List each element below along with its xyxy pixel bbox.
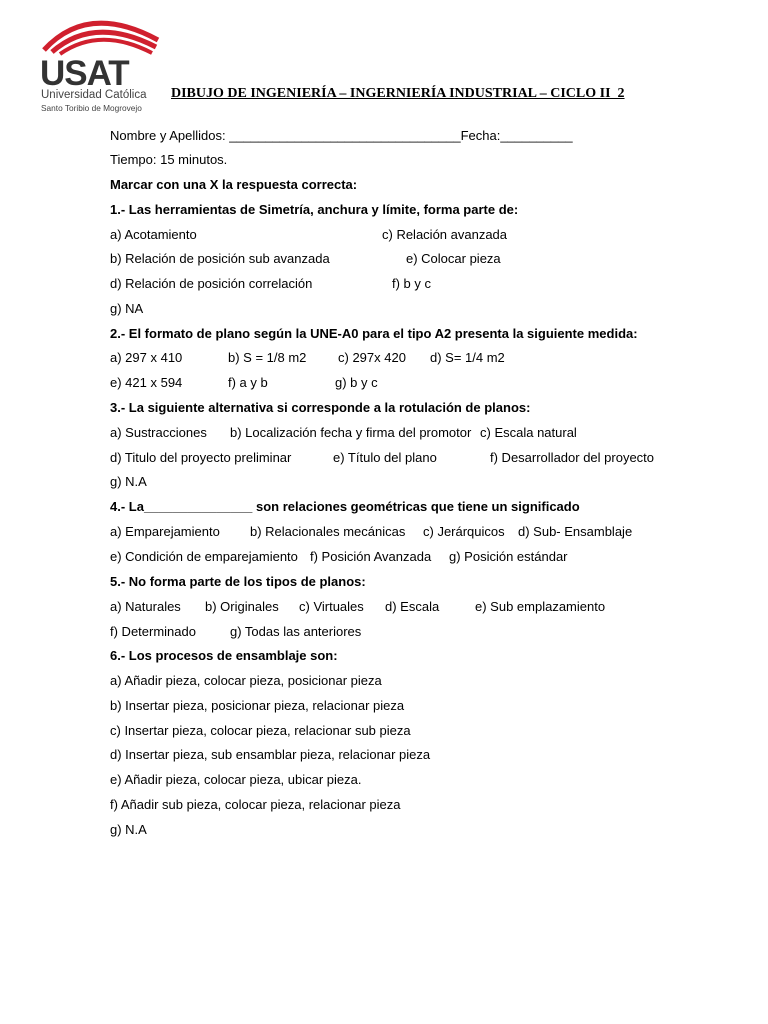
q1-option-a: a) Acotamiento xyxy=(110,227,197,242)
logo-subtitle: Santo Toribio de Mogrovejo xyxy=(41,103,142,113)
q6-option-f: f) Añadir sub pieza, colocar pieza, relacionar pieza xyxy=(110,797,401,812)
q1-option-c: c) Relación avanzada xyxy=(382,227,508,242)
document-title: DIBUJO DE INGENIERÍA – INGERNIERÍA INDUSTRIAL – CICLO II_2 xyxy=(171,86,625,101)
q3-option-b: b) Localización fecha y firma del promotor xyxy=(230,425,472,440)
q2-option-g: g) b y c xyxy=(335,375,378,390)
q1-option-f: f) b y c xyxy=(392,276,432,291)
q5-option-f: f) Determinado xyxy=(110,624,196,639)
q4-option-b: b) Relacionales mecánicas xyxy=(250,524,406,539)
q6-option-d: d) Insertar pieza, sub ensamblar pieza, relacionar pieza xyxy=(110,747,431,762)
question-1: 1.- Las herramientas de Simetría, anchura y límite, forma parte de: xyxy=(110,202,519,217)
logo-brand: USAT xyxy=(40,54,129,93)
q2-option-e: e) 421 x 594 xyxy=(110,375,183,390)
q3-option-f: f) Desarrollador del proyecto xyxy=(490,450,655,465)
q1-option-e: e) Colocar pieza xyxy=(406,251,501,266)
logo-arcs-icon xyxy=(38,10,162,60)
q6-option-c: c) Insertar pieza, colocar pieza, relacionar sub pieza xyxy=(110,723,411,738)
q4-option-a: a) Emparejamiento xyxy=(110,524,220,539)
q6-option-g: g) N.A xyxy=(110,822,147,837)
q6-option-a: a) Añadir pieza, colocar pieza, posicionar pieza xyxy=(110,673,382,688)
q1-option-b: b) Relación de posición sub avanzada xyxy=(110,251,330,266)
q2-option-b: b) S = 1/8 m2 xyxy=(228,350,307,365)
q3-option-a: a) Sustracciones xyxy=(110,425,207,440)
q3-option-d: d) Titulo del proyecto preliminar xyxy=(110,450,292,465)
q2-option-d: d) S= 1/4 m2 xyxy=(430,350,505,365)
q4-option-d: d) Sub- Ensamblaje xyxy=(518,524,633,539)
q4-option-c: c) Jerárquicos xyxy=(423,524,505,539)
time-line: Tiempo: 15 minutos. xyxy=(110,152,228,167)
q5-option-d: d) Escala xyxy=(385,599,440,614)
q5-option-g: g) Todas las anteriores xyxy=(230,624,362,639)
q4-option-g: g) Posición estándar xyxy=(449,549,568,564)
q2-option-a: a) 297 x 410 xyxy=(110,350,183,365)
question-2: 2.- El formato de plano según la UNE-A0 para el tipo A2 presenta la siguiente medida: xyxy=(110,326,638,341)
question-6: 6.- Los procesos de ensamblaje son: xyxy=(110,648,338,663)
logo-university: Universidad Católica xyxy=(41,89,147,101)
q5-option-c: c) Virtuales xyxy=(299,599,364,614)
question-3: 3.- La siguiente alternativa si corresponde a la rotulación de planos: xyxy=(110,400,531,415)
q4-option-f: f) Posición Avanzada xyxy=(310,549,432,564)
q6-option-e: e) Añadir pieza, colocar pieza, ubicar pieza. xyxy=(110,772,362,787)
q5-option-e: e) Sub emplazamiento xyxy=(475,599,606,614)
instruction: Marcar con una X la respuesta correcta: xyxy=(110,177,358,192)
question-4: 4.- La_______________ son relaciones geométricas que tiene un significado xyxy=(110,499,580,514)
question-5: 5.- No forma parte de los tipos de planos: xyxy=(110,574,366,589)
q1-option-d: d) Relación de posición correlación xyxy=(110,276,313,291)
q2-option-c: c) 297x 420 xyxy=(338,350,406,365)
q3-option-c: c) Escala natural xyxy=(480,425,577,440)
q6-option-b: b) Insertar pieza, posicionar pieza, relacionar pieza xyxy=(110,698,405,713)
q1-option-g: g) NA xyxy=(110,301,144,316)
q5-option-a: a) Naturales xyxy=(110,599,181,614)
usat-logo xyxy=(38,10,162,113)
q2-option-f: f) a y b xyxy=(228,375,268,390)
q3-option-e: e) Título del plano xyxy=(333,450,437,465)
q4-option-e: e) Condición de emparejamiento xyxy=(110,549,298,564)
name-date-line: Nombre y Apellidos: ________________________________Fecha:__________ xyxy=(110,128,573,143)
q3-option-g: g) N.A xyxy=(110,474,147,489)
q5-option-b: b) Originales xyxy=(205,599,279,614)
